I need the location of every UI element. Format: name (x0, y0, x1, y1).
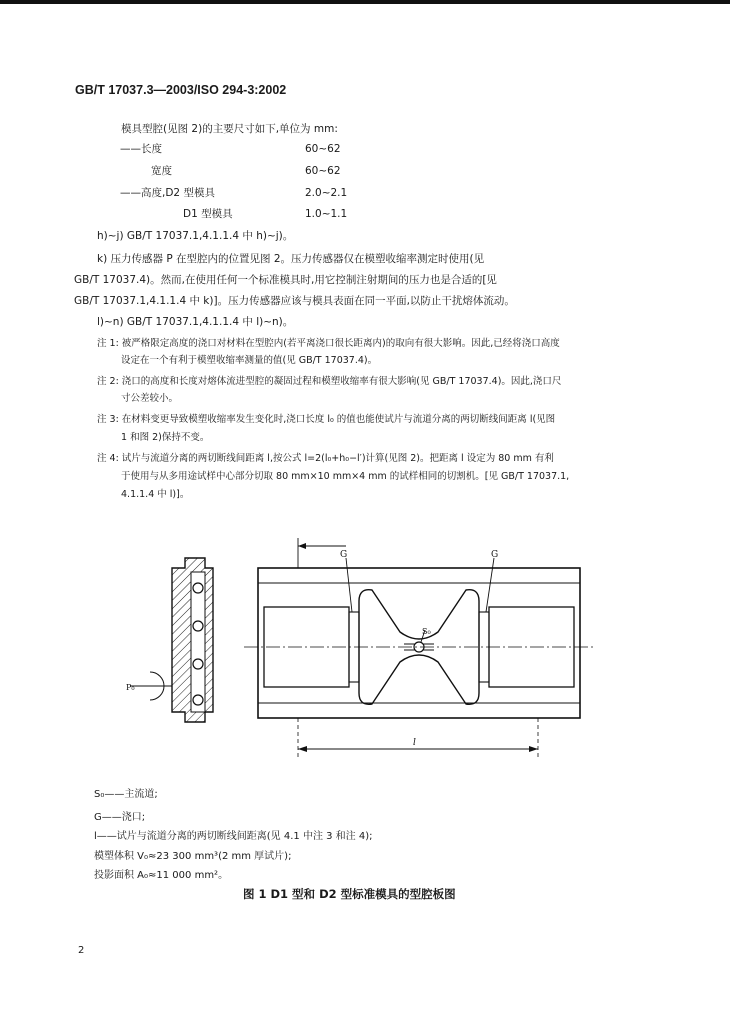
note-1-line2: 设定在一个有利于模塑收缩率测量的值(见 GB/T 17037.4)。 (121, 355, 378, 366)
item-k-line3: GB/T 17037.1,4.1.1.4 中 k)]。压力传感器应该与模具表面在同一平面,以防止干扰熔体流动。 (74, 295, 515, 307)
page-number: 2 (78, 945, 85, 956)
item-k-line2: GB/T 17037.4)。然而,在使用任何一个标准模具时,用它控制注射期间的压力也是合适的[见 (74, 274, 497, 286)
side-section-view (130, 558, 213, 722)
label-gate-right: G (491, 550, 499, 560)
legend-distance: l——试片与流道分离的两切断线间距离(见 4.1 中注 3 和注 4); (94, 831, 373, 842)
label-distance-l: l (413, 738, 416, 748)
dim-width-value: 60~62 (305, 165, 341, 177)
label-sprue: S₀ (422, 627, 431, 636)
legend-gate: G——浇口; (94, 812, 146, 823)
dim-height-d2-label: ——高度,D2 型模具 (120, 187, 215, 199)
note-4-line2: 于使用与从多用途试样中心部分切取 80 mm×10 mm×4 mm 的试样相同的切割机。[见 GB/T 17037.1, (121, 471, 570, 482)
dim-height-d1-value: 1.0~1.1 (305, 208, 348, 220)
note-4-line1: 注 4: 试片与流道分离的两切断线间距离 l,按公式 l=2(l₀+h₀−l′)计算(见图 2)。把距离 l 设定为 80 mm 有利 (97, 453, 554, 464)
item-h-j: h)~j) GB/T 17037.1,4.1.1.4 中 h)~j)。 (97, 230, 294, 242)
dim-width-label: 宽度 (151, 165, 172, 177)
legend-volume: 模塑体积 V₀≈23 300 mm³(2 mm 厚试片); (94, 851, 292, 862)
legend-area: 投影面积 A₀≈11 000 mm²。 (94, 870, 229, 881)
note-3-line1: 注 3: 在材料变更导致模塑收缩率发生变化时,浇口长度 l₀ 的值也能使试片与流道分离的两切断线间距离 l(见图 (97, 414, 556, 425)
dim-height-d2-value: 2.0~2.1 (305, 187, 348, 199)
figure-title: 图 1 D1 型和 D2 型标准模具的型腔板图 (243, 887, 456, 901)
dim-length-label: ——长度 (120, 143, 162, 155)
item-l-n: l)~n) GB/T 17037.1,4.1.1.4 中 l)~n)。 (97, 316, 294, 328)
label-pressure-sensor: P₀ (126, 683, 135, 692)
note-4-line3: 4.1.1.4 中 l)]。 (121, 489, 190, 500)
plan-view (244, 558, 596, 718)
note-1-line1: 注 1: 被严格限定高度的浇口对材料在型腔内(若平离浇口很长距离内)的取向有很大影响。因此,已经将浇口高度 (97, 338, 560, 349)
dim-height-d1-label: D1 型模具 (183, 208, 233, 220)
dimensions-intro: 模具型腔(见图 2)的主要尺寸如下,单位为 mm: (121, 123, 338, 135)
label-gate-left: G (340, 550, 348, 560)
standard-number-header: GB/T 17037.3—2003/ISO 294-3:2002 (75, 83, 287, 97)
note-2-line1: 注 2: 浇口的高度和长度对熔体流进型腔的凝固过程和模塑收缩率有很大影响(见 GB/T 17037.4)。因此,浇口尺 (97, 376, 562, 387)
legend-sprue: S₀——主流道; (94, 789, 158, 800)
note-2-line2: 寸公差较小。 (121, 393, 179, 404)
note-3-line2: 1 和图 2)保持不变。 (121, 432, 210, 443)
item-k-line1: k) 压力传感器 P 在型腔内的位置见图 2。压力传感器仅在模塑收缩率测定时使用(见 (97, 253, 485, 265)
dim-length-value: 60~62 (305, 143, 341, 155)
